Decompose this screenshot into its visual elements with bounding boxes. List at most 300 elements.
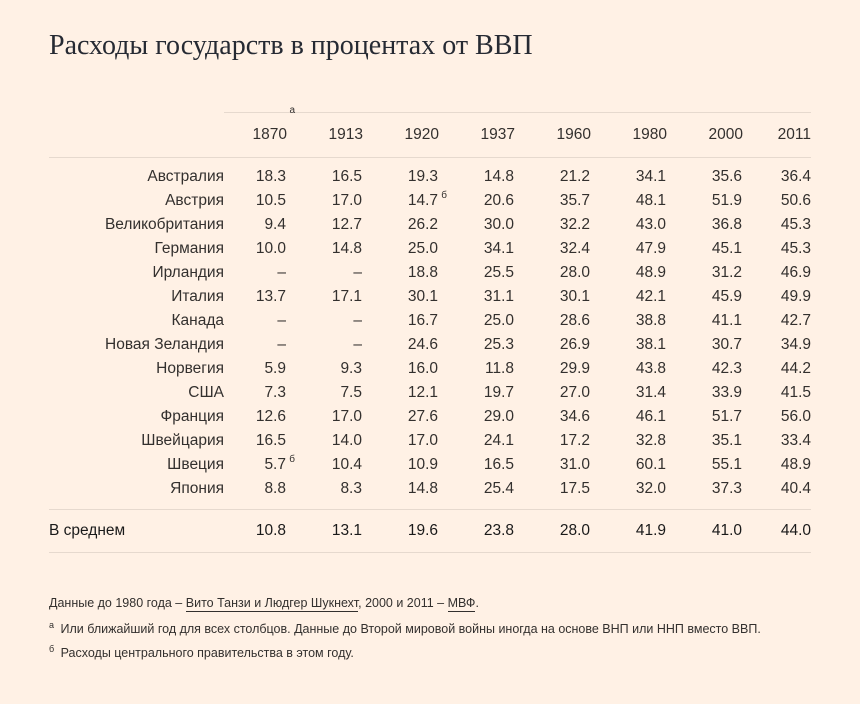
value-cell [680,477,756,510]
cell-value: 24.1 [483,432,514,449]
footnote-a-text: Или ближайший год для всех столбцов. Данные до Второй мировой войны иногда на основе ВНП или ННП вместо ВВП. [57,622,761,636]
value-cell [756,405,811,429]
cell-value: 14.0 [331,432,362,449]
value-cell [528,285,604,309]
year-label: 1920 [404,126,439,143]
year-header-1913 [300,113,376,158]
value-cell [300,285,376,309]
value-cell [224,477,300,510]
value-cell [376,213,452,237]
value-cell [528,261,604,285]
cell-value: 30.1 [407,288,438,305]
year-label: 1870 [252,126,287,143]
value-cell [224,357,300,381]
cell-value: – [353,264,362,281]
footnote-mark-a: а [289,105,295,116]
footnote-b [49,644,354,660]
value-cell [224,405,300,429]
value-cell [604,381,680,405]
value-cell [376,285,452,309]
value-cell [452,381,528,405]
year-label: 1937 [480,126,515,143]
value-cell [604,453,680,477]
cell-value: 12.6 [255,408,286,425]
cell-value: 13.7 [255,288,286,305]
value-cell [452,429,528,453]
value-cell [224,333,300,357]
value-cell [376,429,452,453]
year-label: 1913 [328,126,363,143]
year-label: 1980 [632,126,667,143]
country-name: Япония [170,480,224,497]
average-value: 28.0 [559,522,590,539]
cell-value: 7.5 [340,384,362,401]
cell-value: 16.5 [483,456,514,473]
cell-value: 26.2 [407,216,438,233]
cell-value: 44.2 [780,360,811,377]
cell-value: 14.8 [331,240,362,257]
country-name: Канада [171,312,224,329]
year-header-1980 [604,113,680,158]
value-cell [680,357,756,381]
source-link-imf[interactable]: МВФ [447,596,476,610]
cell-value: 33.9 [711,384,742,401]
average-value-cell [604,510,680,553]
source-prefix: Данные до 1980 года – [49,596,186,610]
cell-value: 45.3 [780,216,811,233]
cell-value: 25.0 [407,240,438,257]
value-cell [528,309,604,333]
average-value-cell [452,510,528,553]
value-cell [756,309,811,333]
average-value-cell [376,510,452,553]
value-cell [680,381,756,405]
cell-value: 46.1 [635,408,666,425]
value-cell [376,158,452,190]
value-cell [376,261,452,285]
cell-value: 32.4 [559,240,590,257]
cell-value: 26.9 [559,336,590,353]
cell-value: 31.2 [711,264,742,281]
cell-value: 30.0 [483,216,514,233]
value-cell [300,357,376,381]
country-name: Германия [154,240,224,257]
value-cell [376,405,452,429]
cell-value: – [277,312,286,329]
cell-value: 56.0 [780,408,811,425]
value-cell [680,453,756,477]
value-cell [376,357,452,381]
cell-value: 5.7 [264,456,286,473]
cell-value: 36.4 [780,168,811,185]
value-cell [224,261,300,285]
table-row [49,477,811,510]
value-cell [604,189,680,213]
cell-value: 47.9 [635,240,666,257]
cell-value: 43.0 [635,216,666,233]
cell-value: 25.3 [483,336,514,353]
cell-value: – [277,264,286,281]
cell-value: 18.3 [255,168,286,185]
cell-value: 25.4 [483,480,514,497]
value-cell [528,189,604,213]
value-cell [300,453,376,477]
value-cell [680,309,756,333]
value-cell [680,429,756,453]
cell-value: 32.8 [635,432,666,449]
cell-value: 35.7 [559,192,590,209]
value-cell [452,333,528,357]
cell-value: 45.9 [711,288,742,305]
value-cell [528,357,604,381]
value-cell [224,285,300,309]
cell-value: 19.7 [483,384,514,401]
value-cell [224,381,300,405]
cell-value: 42.7 [780,312,811,329]
spending-table [49,105,811,553]
value-cell [224,453,300,477]
year-label: 1960 [556,126,591,143]
value-cell [452,453,528,477]
value-cell [756,213,811,237]
value-cell [452,285,528,309]
cell-value: 42.3 [711,360,742,377]
value-cell [604,429,680,453]
country-name: Норвегия [156,360,224,377]
cell-value: 25.5 [483,264,514,281]
cell-value: 38.8 [635,312,666,329]
cell-value: 49.9 [780,288,811,305]
value-cell [300,158,376,190]
cell-value: 16.7 [407,312,438,329]
cell-value: 31.1 [483,288,514,305]
table-row [49,261,811,285]
cell-value: 55.1 [711,456,742,473]
value-cell [300,237,376,261]
year-header-1920 [376,113,452,158]
year-header-2000 [680,113,756,158]
cell-value: – [277,336,286,353]
value-cell [300,381,376,405]
cell-value: 11.8 [484,360,514,377]
value-cell [604,309,680,333]
cell-value: 41.1 [711,312,742,329]
country-name: Ирландия [152,264,224,281]
value-cell [680,405,756,429]
value-cell [300,309,376,333]
country-name: Италия [171,288,224,305]
cell-value: 9.3 [340,360,362,377]
average-value: 10.8 [255,522,286,539]
cell-value: 42.1 [635,288,666,305]
cell-value: 17.0 [331,408,362,425]
cell-value: 30.1 [559,288,590,305]
cell-value: 29.0 [483,408,514,425]
value-cell [528,477,604,510]
cell-value: 43.8 [635,360,666,377]
cell-value: 10.0 [255,240,286,257]
cell-value: 48.9 [780,456,811,473]
cell-value: 27.0 [559,384,590,401]
cell-value: 51.7 [711,408,742,425]
value-cell [376,333,452,357]
value-cell [224,158,300,190]
table-row [49,309,811,333]
average-value-cell [528,510,604,553]
cell-value: 14.8 [483,168,514,185]
table-row [49,357,811,381]
value-cell [300,333,376,357]
table-row [49,237,811,261]
source-middle: , 2000 и 2011 – [358,596,448,610]
source-note [49,596,479,610]
source-suffix: . [475,596,479,610]
cell-value: 35.6 [711,168,742,185]
value-cell [680,285,756,309]
value-cell [452,237,528,261]
value-cell [528,453,604,477]
cell-value: 10.4 [331,456,362,473]
country-name: Великобритания [104,216,224,233]
cell-value: 31.4 [635,384,666,401]
year-label: 2000 [708,126,743,143]
year-header-1870 [224,105,300,158]
cell-value: 35.1 [711,432,742,449]
cell-value: 8.8 [264,480,286,497]
value-cell [756,381,811,405]
table-row [49,381,811,405]
country-name: Австралия [147,168,224,185]
value-cell [756,429,811,453]
table-row [49,189,811,213]
value-cell [376,381,452,405]
value-cell [604,333,680,357]
value-cell [756,333,811,357]
cell-value: 9.4 [264,216,286,233]
cell-value: 21.2 [559,168,590,185]
country-column-header [49,113,224,158]
cell-value: 41.5 [780,384,811,401]
table-row [49,453,811,477]
cell-value: 7.3 [264,384,286,401]
cell-value: – [353,336,362,353]
value-cell [528,381,604,405]
value-cell [452,405,528,429]
cell-value: 24.6 [407,336,438,353]
cell-value: 38.1 [635,336,666,353]
cell-value: 34.1 [483,240,514,257]
value-cell [300,429,376,453]
country-name: Австрия [165,192,224,209]
cell-value: 19.3 [407,168,438,185]
value-cell [224,237,300,261]
value-cell [300,261,376,285]
value-cell [756,453,811,477]
page-title: Расходы государств в процентах от ВВП [49,30,533,61]
value-cell [604,477,680,510]
cell-value: 31.0 [559,456,590,473]
cell-value: 16.5 [331,168,362,185]
average-value-cell [680,510,756,553]
cell-value: 34.9 [780,336,811,353]
value-cell [680,333,756,357]
value-cell [376,453,452,477]
cell-value: 8.3 [340,480,362,497]
value-cell [680,158,756,190]
value-cell [756,189,811,213]
cell-value: 48.9 [635,264,666,281]
cell-value: 25.0 [483,312,514,329]
value-cell [452,477,528,510]
country-name: Швейцария [141,432,224,449]
cell-value: 12.1 [407,384,438,401]
value-cell [756,237,811,261]
cell-value: 34.1 [635,168,666,185]
value-cell [756,158,811,190]
country-name: Швеция [167,456,224,473]
value-cell [300,189,376,213]
footnote-mark-b: б [441,190,447,201]
source-link-tanzi-schuknecht[interactable]: Вито Танзи и Людгер Шукнехт [185,596,359,610]
value-cell [604,213,680,237]
footnote-mark-b: б [289,454,295,465]
cell-value: 32.0 [635,480,666,497]
cell-value: 10.5 [255,192,286,209]
value-cell [756,357,811,381]
footnote-a-mark: а [49,620,55,630]
country-name: Франция [160,408,224,425]
cell-value: 12.7 [331,216,362,233]
table-header-row [49,113,811,158]
cell-value: 33.4 [780,432,811,449]
cell-value: 18.8 [407,264,438,281]
value-cell [300,405,376,429]
average-row [49,510,811,553]
cell-value: 17.1 [331,288,362,305]
footnote-a [49,620,761,636]
average-value: 41.9 [635,522,666,539]
cell-value: – [353,312,362,329]
value-cell [224,429,300,453]
cell-value: 29.9 [559,360,590,377]
cell-value: 45.1 [711,240,742,257]
value-cell [528,213,604,237]
value-cell [376,309,452,333]
cell-value: 30.7 [711,336,742,353]
cell-value: 5.9 [264,360,286,377]
year-header-1960 [528,113,604,158]
value-cell [224,213,300,237]
cell-value: 14.8 [407,480,438,497]
value-cell [604,285,680,309]
cell-value: 32.2 [559,216,590,233]
average-value: 19.6 [407,522,438,539]
cell-value: 17.2 [559,432,590,449]
value-cell [756,477,811,510]
value-cell [528,429,604,453]
cell-value: 46.9 [780,264,811,281]
table-row [49,429,811,453]
table-row [49,158,811,190]
cell-value: 27.6 [407,408,438,425]
value-cell [452,261,528,285]
value-cell [224,189,300,213]
value-cell [528,237,604,261]
cell-value: 36.8 [711,216,742,233]
value-cell [528,333,604,357]
footnote-b-text: Расходы центрального правительства в этом году. [57,646,354,660]
value-cell [604,158,680,190]
value-cell [680,261,756,285]
year-header-2011 [756,113,811,158]
average-value-cell [300,510,376,553]
value-cell [452,213,528,237]
year-header-1937 [452,113,528,158]
cell-value: 51.9 [711,192,742,209]
cell-value: 40.4 [780,480,811,497]
cell-value: 48.1 [635,192,666,209]
value-cell [528,405,604,429]
average-value: 13.1 [331,522,362,539]
value-cell [528,158,604,190]
value-cell [224,309,300,333]
footnote-b-mark: б [49,644,55,654]
table-row [49,285,811,309]
average-value: 44.0 [780,522,811,539]
value-cell [300,213,376,237]
cell-value: 37.3 [711,480,742,497]
cell-value: 50.6 [780,192,811,209]
value-cell [756,261,811,285]
cell-value: 34.6 [559,408,590,425]
value-cell [376,189,452,213]
value-cell [604,237,680,261]
value-cell [604,405,680,429]
value-cell [680,237,756,261]
average-value-cell [224,510,300,553]
value-cell [604,261,680,285]
cell-value: 16.0 [407,360,438,377]
average-value: 23.8 [483,522,514,539]
value-cell [604,357,680,381]
average-value: 41.0 [711,522,742,539]
country-name: Новая Зеландия [105,336,224,353]
cell-value: 10.9 [407,456,438,473]
value-cell [452,309,528,333]
country-name: США [188,384,224,401]
cell-value: 14.7 [407,192,438,209]
table-row [49,213,811,237]
cell-value: 16.5 [255,432,286,449]
cell-value: 28.6 [559,312,590,329]
value-cell [452,158,528,190]
cell-value: 20.6 [483,192,514,209]
value-cell [300,477,376,510]
year-label: 2011 [777,126,811,143]
cell-value: 28.0 [559,264,590,281]
value-cell [452,357,528,381]
cell-value: 17.0 [331,192,362,209]
value-cell [680,189,756,213]
cell-value: 60.1 [635,456,666,473]
value-cell [376,237,452,261]
average-label: В среднем [49,510,224,553]
average-value-cell [756,510,811,553]
value-cell [680,213,756,237]
cell-value: 45.3 [780,240,811,257]
table-row [49,405,811,429]
table-row [49,333,811,357]
